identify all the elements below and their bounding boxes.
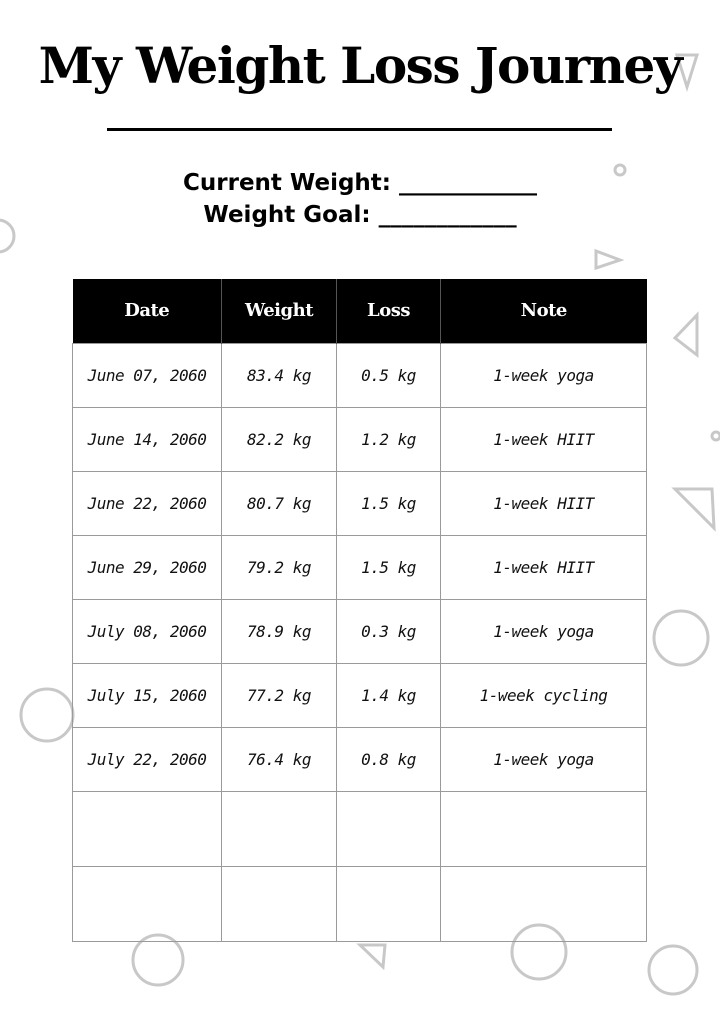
circle-shape	[712, 432, 720, 440]
table-row	[73, 343, 647, 407]
table-header-row	[73, 279, 647, 343]
empty-table-row	[73, 866, 647, 941]
table-row	[73, 599, 647, 663]
note-cell: 1-week HIIT	[441, 407, 647, 471]
weight-cell: 78.9 kg	[222, 599, 337, 663]
note-cell: 1-week HIIT	[441, 535, 647, 599]
circle-shape	[654, 611, 708, 665]
table-row	[73, 663, 647, 727]
date-cell: June 07, 2060	[73, 343, 222, 407]
header-loss: Loss	[337, 279, 441, 343]
loss-cell: 1.5 kg	[337, 471, 441, 535]
date-cell: July 22, 2060	[73, 727, 222, 791]
header-note: Note	[441, 279, 647, 343]
weight-goal-field: Weight Goal: ____________	[203, 202, 517, 228]
weight-cell: 79.2 kg	[222, 535, 337, 599]
loss-cell: 0.5 kg	[337, 343, 441, 407]
empty-cell	[73, 791, 222, 866]
title-divider	[107, 128, 612, 131]
loss-cell: 1.2 kg	[337, 407, 441, 471]
empty-cell	[441, 791, 647, 866]
date-cell: June 22, 2060	[73, 471, 222, 535]
weight-cell: 80.7 kg	[222, 471, 337, 535]
note-cell: 1-week cycling	[441, 663, 647, 727]
loss-cell: 1.5 kg	[337, 535, 441, 599]
date-cell: June 14, 2060	[73, 407, 222, 471]
note-cell: 1-week HIIT	[441, 471, 647, 535]
circle-shape	[649, 946, 697, 994]
header-date: Date	[73, 279, 222, 343]
note-cell: 1-week yoga	[441, 599, 647, 663]
loss-cell: 0.3 kg	[337, 599, 441, 663]
empty-cell	[222, 791, 337, 866]
table-row	[73, 727, 647, 791]
empty-cell	[222, 866, 337, 941]
table-row	[73, 471, 647, 535]
empty-cell	[337, 791, 441, 866]
weight-cell: 83.4 kg	[222, 343, 337, 407]
empty-cell	[337, 866, 441, 941]
empty-table-row	[73, 791, 647, 866]
date-cell: July 15, 2060	[73, 663, 222, 727]
weight-log-table	[72, 279, 647, 942]
empty-cell	[441, 866, 647, 941]
empty-cell	[73, 866, 222, 941]
loss-cell: 0.8 kg	[337, 727, 441, 791]
header-weight: Weight	[222, 279, 337, 343]
note-cell: 1-week yoga	[441, 727, 647, 791]
triangle-shape	[596, 251, 620, 268]
triangle-shape	[675, 315, 697, 355]
current-weight-field: Current Weight: ____________	[183, 170, 537, 196]
weight-cell: 76.4 kg	[222, 727, 337, 791]
date-cell: July 08, 2060	[73, 599, 222, 663]
circle-shape	[21, 689, 73, 741]
table-row	[73, 535, 647, 599]
note-cell: 1-week yoga	[441, 343, 647, 407]
date-cell: June 29, 2060	[73, 535, 222, 599]
triangle-shape	[360, 945, 385, 967]
loss-cell: 1.4 kg	[337, 663, 441, 727]
table-row	[73, 407, 647, 471]
triangle-shape	[675, 489, 714, 528]
circle-shape	[133, 935, 183, 985]
weight-cell: 82.2 kg	[222, 407, 337, 471]
page-title: My Weight Loss Journey	[38, 36, 682, 95]
weight-cell: 77.2 kg	[222, 663, 337, 727]
